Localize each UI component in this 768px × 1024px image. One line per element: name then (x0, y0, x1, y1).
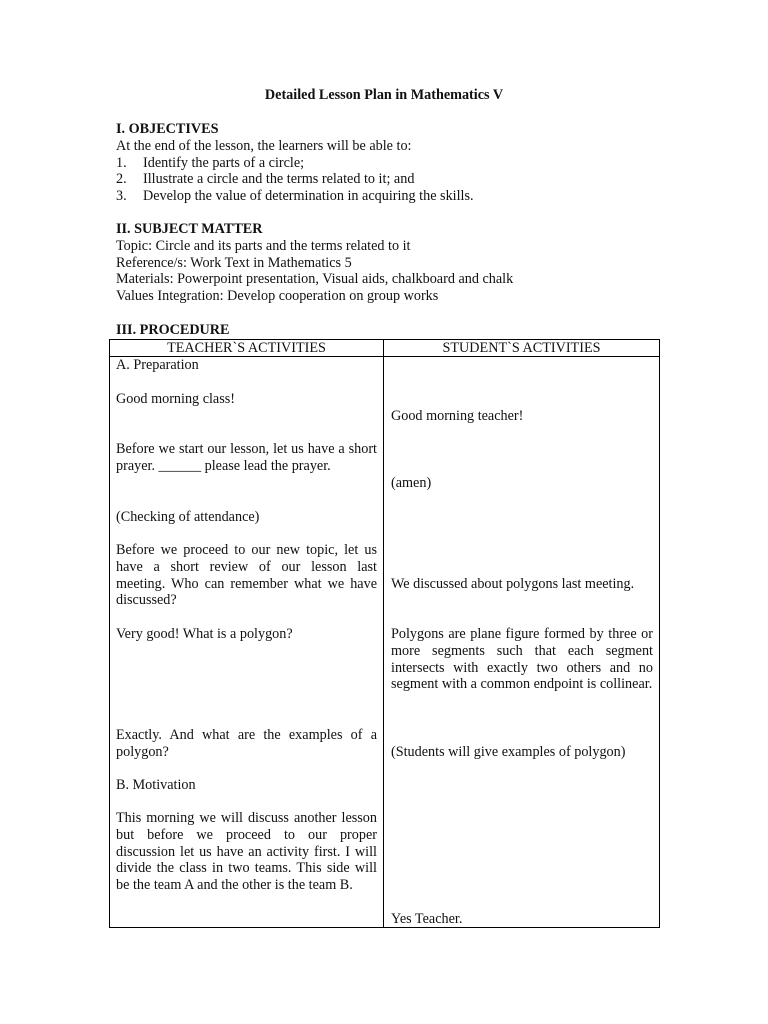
objective-number: 3. (116, 188, 127, 205)
objectives-intro: At the end of the lesson, the learners will be able to: (116, 137, 412, 154)
student-amen: (amen) (391, 475, 432, 491)
objectives-section (116, 121, 676, 205)
objectives-heading: I. OBJECTIVES (116, 121, 219, 137)
teacher-review: Before we proceed to our new topic, let us have a short review of our lesson last meeting. Who can remember what we have discussed? (116, 542, 377, 609)
teacher-activities-header: TEACHER`S ACTIVITIES (110, 340, 384, 357)
subject-matter-heading: II. SUBJECT MATTER (116, 221, 263, 237)
teacher-polygon-question: Very good! What is a polygon? (116, 626, 293, 642)
teacher-activities-cell (110, 357, 384, 928)
subject-materials: Materials: Powerpoint presentation, Visual aids, chalkboard and chalk (116, 271, 514, 288)
student-greeting: Good morning teacher! (391, 408, 524, 424)
subject-values: Values Integration: Develop cooperation on group works (116, 288, 439, 305)
teacher-attendance: (Checking of attendance) (116, 509, 260, 525)
objective-number: 1. (116, 154, 127, 171)
procedure-table (109, 339, 660, 928)
objective-text: Develop the value of determination in acquiring the skills. (143, 188, 474, 205)
procedure-heading: III. PROCEDURE (116, 322, 230, 338)
student-yes: Yes Teacher. (391, 911, 463, 927)
teacher-activity: This morning we will discuss another lesson but before we proceed to our proper discussion let us have an activity first. I will divide the class in two teams. This side will be the team A and the other is the team B. (116, 810, 377, 894)
objective-item-1 (116, 155, 676, 172)
teacher-greeting: Good morning class! (116, 391, 236, 407)
teacher-examples-question: Exactly. And what are the examples of a polygon? (116, 727, 377, 760)
student-discussed: We discussed about polygons last meeting. (391, 576, 635, 592)
objective-number: 2. (116, 171, 127, 188)
objective-text: Illustrate a circle and the terms related to it; and (143, 171, 415, 188)
document-title: Detailed Lesson Plan in Mathematics V (264, 87, 504, 103)
teacher-motivation: B. Motivation (116, 777, 196, 793)
student-examples: (Students will give examples of polygon) (391, 744, 626, 760)
student-activities-header: STUDENT`S ACTIVITIES (384, 340, 660, 357)
subject-matter-section (116, 221, 676, 305)
objective-text: Identify the parts of a circle; (143, 154, 305, 171)
subject-references: Reference/s: Work Text in Mathematics 5 (116, 254, 352, 271)
teacher-prayer: Before we start our lesson, let us have a short prayer. ______ please lead the prayer. (116, 441, 377, 474)
objective-item-3 (116, 188, 676, 205)
teacher-preparation: A. Preparation (116, 357, 199, 373)
student-polygon-definition: Polygons are plane figure formed by three or more segments such that each segment intersects with exactly two others and no segment with a common endpoint is collinear. (391, 626, 653, 693)
subject-topic: Topic: Circle and its parts and the terms related to it (116, 237, 411, 254)
objective-item-2 (116, 171, 676, 188)
student-activities-cell (384, 357, 660, 928)
